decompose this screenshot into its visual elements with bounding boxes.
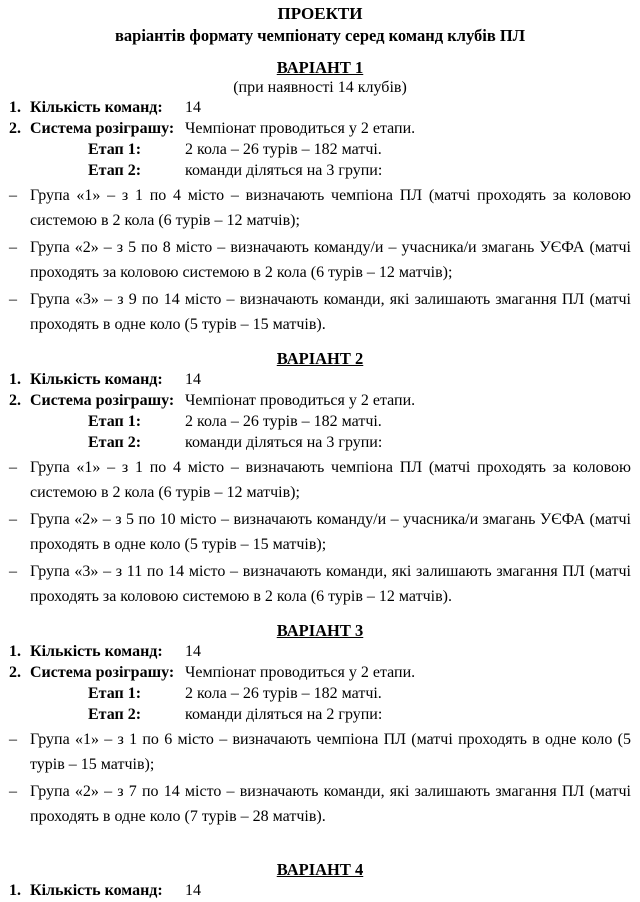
group-text: Група «2» – з 7 по 14 місто – визначають команди, які залишають змагання ПЛ (матчі проходять в одне коло (7 турів – 28 матчів). [30,783,631,825]
stage-row [0,432,640,453]
stage-label: Етап 2: [88,706,142,723]
stage-value: 2 кола – 26 турів – 182 матчі. [185,685,382,702]
variant-heading-text: ВАРІАНТ 3 [276,621,364,640]
item-number: 2. [9,664,21,681]
stage-value: 2 кола – 26 турів – 182 матчі. [185,141,382,158]
variant-3-section [0,620,640,829]
variant-1-section [0,57,640,337]
dash-bullet: – [9,291,17,308]
item-value: 14 [185,99,201,116]
item-number: 2. [9,120,21,137]
dash-bullet: – [9,563,17,580]
variant-heading-text: ВАРІАНТ 1 [276,58,364,77]
item-number: 1. [9,643,21,660]
numbered-item [0,97,640,118]
stage-row [0,160,640,181]
group-text: Група «1» – з 1 по 4 місто – визначають чемпіона ПЛ (матчі проходять за коловою системою в 2 кола (6 турів – 12 матчів); [30,459,631,501]
dash-bullet: – [9,459,17,476]
document-subtitle: варіантів формату чемпіонату серед команд клубів ПЛ [115,26,525,45]
group-text: Група «1» – з 1 по 6 місто – визначають чемпіона ПЛ (матчі проходять в одне коло (5 турів – 15 матчів); [30,731,631,773]
item-value: 14 [185,371,201,388]
item-number: 2. [9,392,21,409]
group-text: Група «3» – з 9 по 14 місто – визначають команди, які залишають змагання ПЛ (матчі проходять в одне коло (5 турів – 15 матчів). [30,291,631,333]
group-text: Група «2» – з 5 по 10 місто – визначають команду/и – учасника/и змагань УЄФА (матчі проходять в одне коло (5 турів – 15 матчів); [30,511,631,553]
item-number: 1. [9,882,21,899]
variant-heading [0,348,640,369]
group-bullet-item [0,235,640,285]
stage-label: Етап 1: [88,685,142,702]
variant-4-section [0,859,640,901]
item-label: Система розіграшу: [30,392,175,409]
stage-row [0,139,640,160]
stage-row [0,704,640,725]
group-bullet-item [0,507,640,557]
dash-bullet: – [9,783,17,800]
group-text: Група «2» – з 5 по 8 місто – визначають команду/и – учасника/и змагань УЄФА (матчі проходять за коловою системою в 2 кола (6 турів – 12 матчів); [30,239,631,281]
numbered-item [0,369,640,390]
stage-value: команди діляться на 2 групи: [185,706,383,723]
stage-row [0,411,640,432]
stage-value: 2 кола – 26 турів – 182 матчі. [185,413,382,430]
group-bullet-item [0,779,640,829]
item-value: Чемпіонат проводиться у 2 етапи. [185,664,416,681]
stage-value: команди діляться на 3 групи: [185,162,383,179]
dash-bullet: – [9,239,17,256]
group-bullet-item [0,727,640,777]
stage-label: Етап 2: [88,434,142,451]
group-bullet-item [0,455,640,505]
item-label: Кількість команд: [30,99,163,116]
variant-heading-text: ВАРІАНТ 4 [276,860,364,879]
numbered-item [0,390,640,411]
variant-note: (при наявності 14 клубів) [233,79,407,96]
item-number: 1. [9,99,21,116]
item-value: 14 [185,882,201,899]
item-label: Кількість команд: [30,882,163,899]
variant-2-section [0,348,640,609]
variant-heading [0,859,640,880]
group-text: Група «3» – з 11 по 14 місто – визначають команди, які залишають змагання ПЛ (матчі проходять за коловою системою в 2 кола (6 турів – 12 матчів). [30,563,631,605]
item-value: 14 [185,643,201,660]
stage-label: Етап 2: [88,162,142,179]
numbered-item [0,118,640,139]
item-label: Система розіграшу: [30,664,175,681]
variant-heading [0,620,640,641]
numbered-item [0,880,640,901]
stage-label: Етап 1: [88,413,142,430]
item-label: Кількість команд: [30,371,163,388]
group-bullet-item [0,559,640,609]
stage-row [0,683,640,704]
item-label: Кількість команд: [30,643,163,660]
stage-label: Етап 1: [88,141,142,158]
numbered-item [0,662,640,683]
dash-bullet: – [9,731,17,748]
group-text: Група «1» – з 1 по 4 місто – визначають чемпіона ПЛ (матчі проходять за коловою системою в 2 кола (6 турів – 12 матчів); [30,187,631,229]
item-label: Система розіграшу: [30,120,175,137]
dash-bullet: – [9,187,17,204]
numbered-item [0,641,640,662]
variant-heading-text: ВАРІАНТ 2 [276,349,364,368]
variant-heading [0,57,640,78]
item-value: Чемпіонат проводиться у 2 етапи. [185,392,416,409]
stage-value: команди діляться на 3 групи: [185,434,383,451]
group-bullet-item [0,183,640,233]
dash-bullet: – [9,511,17,528]
document-title: ПРОЕКТИ [277,4,363,23]
item-number: 1. [9,371,21,388]
item-value: Чемпіонат проводиться у 2 етапи. [185,120,416,137]
group-bullet-item [0,287,640,337]
